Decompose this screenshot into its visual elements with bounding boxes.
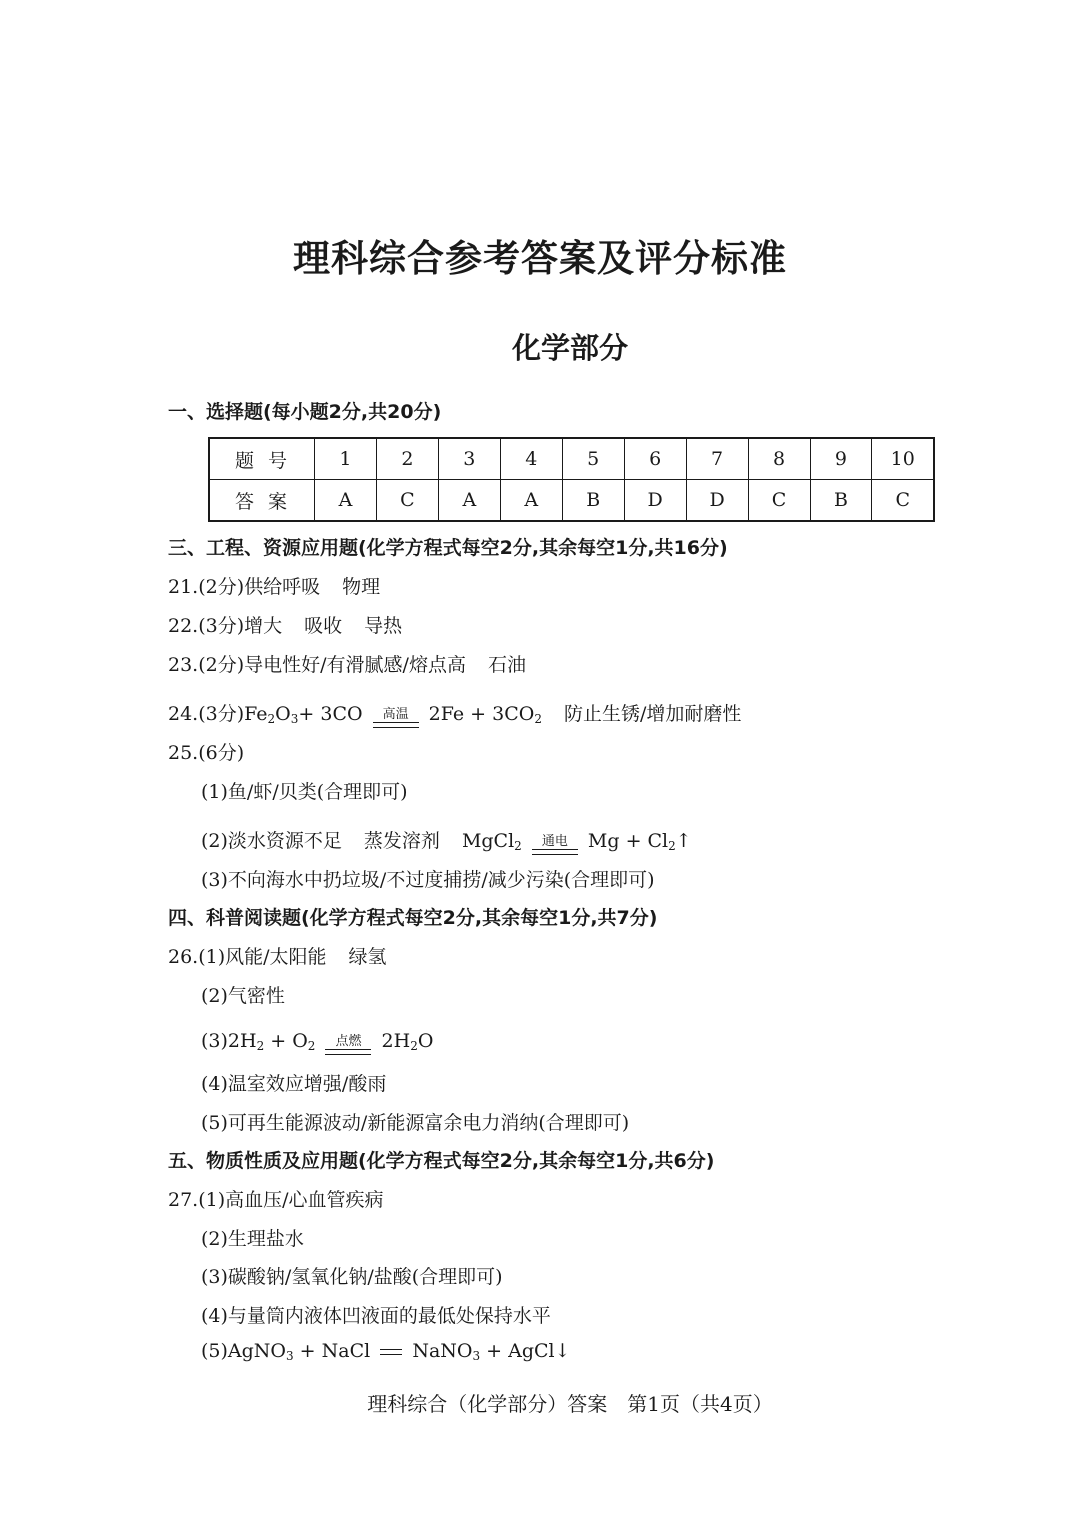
double-line xyxy=(325,1049,371,1055)
precipitate-arrow-icon: ↓ xyxy=(554,1340,571,1362)
double-line xyxy=(532,849,578,855)
subscript: 3 xyxy=(290,712,299,726)
answer-cell: A xyxy=(315,480,377,522)
question-number: 21. xyxy=(168,576,199,598)
answer-line-26-2 xyxy=(201,981,285,1008)
answer-text: 物理 xyxy=(342,576,381,598)
score: (3分) xyxy=(198,703,245,725)
answer-text: 吸收 xyxy=(304,615,343,637)
answer-text: (3)碳酸钠/氢氧化钠/盐酸(合理即可) xyxy=(201,1266,503,1288)
formula-text: + O xyxy=(264,1030,308,1052)
reaction-condition: 高温 xyxy=(382,707,409,722)
answer-text: (1)鱼/虾/贝类(合理即可) xyxy=(201,781,408,803)
answer-line-27-4 xyxy=(201,1301,551,1328)
answer-text: 增大 xyxy=(244,615,283,637)
reaction-arrow xyxy=(380,1349,402,1355)
answer-cell: B xyxy=(810,480,872,522)
answer-text: (2)淡水资源不足 xyxy=(201,830,342,852)
answer-text: (3)不向海水中扔垃圾/不过度捕捞/减少污染(合理即可) xyxy=(201,869,655,891)
score: (3分) xyxy=(198,615,245,637)
question-number: 3 xyxy=(438,438,500,480)
page-footer: 理科综合（化学部分）答案 第1页（共4页） xyxy=(367,1392,773,1416)
subscript: 2 xyxy=(514,839,522,853)
subscript: 2 xyxy=(668,839,676,853)
formula-text: Mg + Cl xyxy=(587,830,669,852)
reaction-arrow xyxy=(532,835,578,855)
answer-line-23 xyxy=(168,650,526,677)
section4-heading: 四、科普阅读题(化学方程式每空2分,其余每空1分,共7分) xyxy=(168,907,658,929)
answer-text: (4)与量筒内液体凹液面的最低处保持水平 xyxy=(201,1305,551,1327)
answer-cell: C xyxy=(376,480,438,522)
answer-table xyxy=(208,437,935,522)
question-number: 6 xyxy=(624,438,686,480)
answer-text: (1)高血压/心血管疾病 xyxy=(198,1189,384,1211)
answer-cell: D xyxy=(624,480,686,522)
formula-text: MgCl xyxy=(461,830,515,852)
row-header-answers: 答案 xyxy=(209,480,315,522)
answer-text: 绿氢 xyxy=(348,946,387,968)
score: (6分) xyxy=(198,742,245,764)
double-line xyxy=(380,1349,402,1355)
answer-line-27-3 xyxy=(201,1262,503,1289)
answer-text: (2)生理盐水 xyxy=(201,1228,304,1250)
question-number: 7 xyxy=(686,438,748,480)
formula-text: O xyxy=(417,1030,434,1052)
answer-text: 蒸发溶剂 xyxy=(363,830,440,852)
reaction-condition: 点燃 xyxy=(335,1034,362,1049)
answer-text: 导热 xyxy=(364,615,403,637)
answer-cell: D xyxy=(686,480,748,522)
answer-line-21 xyxy=(168,572,380,599)
reaction-arrow xyxy=(325,1035,371,1055)
question-number: 9 xyxy=(810,438,872,480)
question-number: 5 xyxy=(562,438,624,480)
section1-heading: 一、选择题(每小题2分,共20分) xyxy=(168,401,442,423)
answer-text: 石油 xyxy=(487,654,526,676)
answer-line-26-4 xyxy=(201,1069,386,1096)
answer-line-26-3 xyxy=(201,1030,433,1055)
question-number: 23. xyxy=(168,654,199,676)
formula-text: O xyxy=(275,703,291,725)
subscript: 2 xyxy=(534,712,542,726)
question-number: 22. xyxy=(168,615,199,637)
reaction-arrow xyxy=(373,708,419,728)
answer-line-22 xyxy=(168,611,402,638)
answer-line-25-1 xyxy=(201,777,408,804)
answer-text: 导电性好/有滑腻感/熔点高 xyxy=(244,654,466,676)
formula-text: (5)AgNO xyxy=(201,1340,286,1362)
question-number: 26. xyxy=(168,946,199,968)
formula-text: + AgCl xyxy=(480,1340,555,1362)
subscript: 2 xyxy=(267,712,276,726)
subscript: 3 xyxy=(286,1349,294,1363)
answer-text: 防止生锈/增加耐磨性 xyxy=(563,703,742,725)
answer-line-27-2 xyxy=(201,1224,304,1251)
formula-text: + NaCl xyxy=(293,1340,371,1362)
formula-text: Fe xyxy=(244,703,268,725)
question-number: 8 xyxy=(748,438,810,480)
formula-text: 2Fe + 3CO xyxy=(428,703,535,725)
score: (2分) xyxy=(198,576,245,598)
section5-heading: 五、物质性质及应用题(化学方程式每空2分,其余每空1分,共6分) xyxy=(168,1150,715,1172)
answer-line-27 xyxy=(168,1185,384,1212)
formula-text: NaNO xyxy=(412,1340,473,1362)
subscript: 3 xyxy=(472,1349,481,1363)
answer-cell: A xyxy=(438,480,500,522)
answer-line-27-5 xyxy=(201,1340,571,1362)
page-title: 理科综合参考答案及评分标准 xyxy=(293,237,787,280)
answer-text: (4)温室效应增强/酸雨 xyxy=(201,1073,387,1095)
question-number: 1 xyxy=(315,438,377,480)
question-number: 2 xyxy=(376,438,438,480)
question-number: 10 xyxy=(872,438,934,480)
answer-line-24 xyxy=(168,699,741,728)
formula-text: 2H xyxy=(381,1030,411,1052)
answer-line-25-2 xyxy=(201,826,692,855)
question-number: 27. xyxy=(168,1189,199,1211)
subscript: 2 xyxy=(410,1039,418,1053)
reaction-condition: 通电 xyxy=(541,834,568,849)
section3-heading: 三、工程、资源应用题(化学方程式每空2分,其余每空1分,共16分) xyxy=(168,537,728,559)
question-number: 4 xyxy=(500,438,562,480)
question-number: 24. xyxy=(168,703,199,725)
formula-text: (3)2H xyxy=(201,1030,257,1052)
answer-line-25 xyxy=(168,738,244,765)
answer-cell: A xyxy=(500,480,562,522)
score: (2分) xyxy=(198,654,245,676)
answer-text: (5)可再生能源波动/新能源富余电力消纳(合理即可) xyxy=(201,1112,630,1134)
gas-arrow-icon: ↑ xyxy=(675,830,692,852)
answer-cell: B xyxy=(562,480,624,522)
answer-cell: C xyxy=(748,480,810,522)
answer-text: (1)风能/太阳能 xyxy=(198,946,327,968)
answer-text: 供给呼吸 xyxy=(244,576,321,598)
answer-line-26 xyxy=(168,942,387,969)
answer-line-25-3 xyxy=(201,865,655,892)
table-row-numbers xyxy=(209,438,934,480)
row-header-numbers: 题号 xyxy=(209,438,315,480)
answer-text: (2)气密性 xyxy=(201,985,285,1007)
page-subtitle: 化学部分 xyxy=(511,331,628,365)
table-row-answers xyxy=(209,480,934,522)
answer-cell: C xyxy=(872,480,934,522)
question-number: 25. xyxy=(168,742,199,764)
answer-line-26-5 xyxy=(201,1108,629,1135)
subscript: 2 xyxy=(307,1039,316,1053)
subscript: 2 xyxy=(256,1039,265,1053)
double-line xyxy=(373,722,419,728)
formula-text: + 3CO xyxy=(298,703,363,725)
